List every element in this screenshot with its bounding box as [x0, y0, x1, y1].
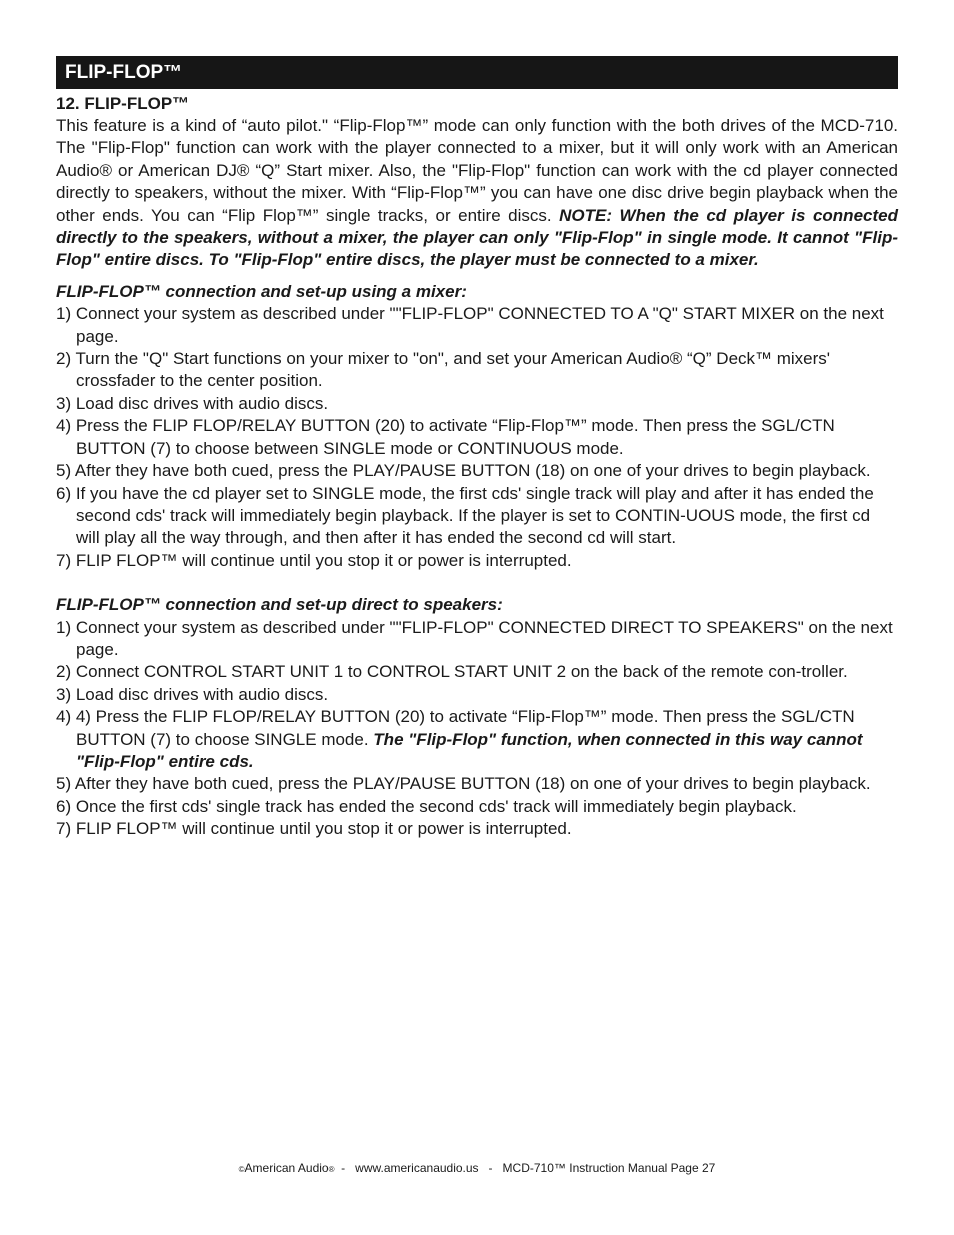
speaker-step: 5) After they have both cued, press the PLAY/PAUSE BUTTON (18) on one of your drives to begin playback.: [56, 774, 871, 794]
speaker-setup-heading: FLIP-FLOP™ connection and set-up direct to speakers:: [56, 595, 503, 615]
speaker-step: 2) Connect CONTROL START UNIT 1 to CONTROL START UNIT 2 on the back of the remote con-troller.: [56, 662, 848, 682]
registered-symbol: ®: [328, 1165, 335, 1174]
speaker-step: 7) FLIP FLOP™ will continue until you stop it or power is interrupted.: [56, 819, 572, 839]
manual-page: [56, 56, 898, 841]
mixer-setup-heading: FLIP-FLOP™ connection and set-up using a mixer:: [56, 281, 467, 301]
mixer-setup-steps: [56, 303, 898, 572]
speaker-step-4-text: 4) 4) Press the FLIP FLOP/RELAY BUTTON (20) to activate “Flip-Flop™” mode. Then press the SGL/CTN BUTTON (7) to choose SINGLE mode.: [56, 707, 855, 749]
page-footer: [0, 1161, 954, 1175]
speaker-step: 6) Once the first cds' single track has ended the second cds' track will immediately begin playback.: [56, 796, 797, 816]
mixer-step: 4) Press the FLIP FLOP/RELAY BUTTON (20) to activate “Flip-Flop™” mode. Then press the SGL/CTN BUTTON (7) to choose between SINGLE mode or CONTINUOUS mode.: [56, 416, 835, 458]
speaker-setup-steps: [56, 617, 898, 841]
mixer-step: 3) Load disc drives with audio discs.: [56, 393, 329, 413]
speaker-step: 1) Connect your system as described under ""FLIP-FLOP" CONNECTED DIRECT TO SPEAKERS" on the next page.: [56, 617, 893, 659]
footer-brand: American Audio: [244, 1161, 329, 1175]
footer-info: - www.americanaudio.us - MCD-710™ Instruction Manual Page 27: [334, 1161, 716, 1175]
mixer-step: 6) If you have the cd player set to SINGLE mode, the first cds' single track will play and after it has ended the second cds' track will immediately begin playback. If the player is set to CONTIN-UOUS mode, the first cd will play all the way through, and then after it has ended the second cd will start.: [56, 483, 874, 548]
intro-note: NOTE: When the cd player is connected directly to the speakers, without a mixer, the player can only "Flip-Flop" in single mode. It cannot "Flip-Flop" entire discs. To "Flip-Flop" entire discs, the player must be connected to a mixer.: [56, 205, 898, 270]
copyright-symbol: ©: [238, 1165, 245, 1174]
speaker-step-4-note: The "Flip-Flop" function, when connected in this way cannot "Flip-Flop" entire cds.: [76, 729, 863, 771]
mixer-step: 5) After they have both cued, press the PLAY/PAUSE BUTTON (18) on one of your drives to begin playback.: [56, 461, 871, 481]
intro-paragraph: [56, 115, 898, 272]
intro-text: This feature is a kind of “auto pilot." “Flip-Flop™” mode can only function with the both drives of the MCD-710. The "Flip-Flop" function can work with the player connected to a mixer, but it will only work with an American Audio® or American DJ® “Q” Start mixer. Also, the "Flip-Flop" function can work with the cd player connected directly to speakers, without the mixer. With “Flip-Flop™” you can have one disc drive begin playback when the other ends. You can “Flip Flop™” single tracks, or entire discs.: [56, 116, 898, 225]
mixer-step: 7) FLIP FLOP™ will continue until you stop it or power is interrupted.: [56, 550, 572, 570]
speaker-step: [56, 706, 898, 773]
speaker-step: 3) Load disc drives with audio discs.: [56, 684, 329, 704]
mixer-step: 1) Connect your system as described under ""FLIP-FLOP" CONNECTED TO A "Q" START MIXER on the next page.: [56, 304, 884, 346]
item-title: 12. FLIP-FLOP™: [56, 94, 190, 113]
mixer-step: 2) Turn the "Q" Start functions on your mixer to "on", and set your American Audio® “Q” Deck™ mixers' crossfader to the center position.: [56, 349, 831, 391]
section-header: FLIP-FLOP™: [56, 56, 898, 89]
